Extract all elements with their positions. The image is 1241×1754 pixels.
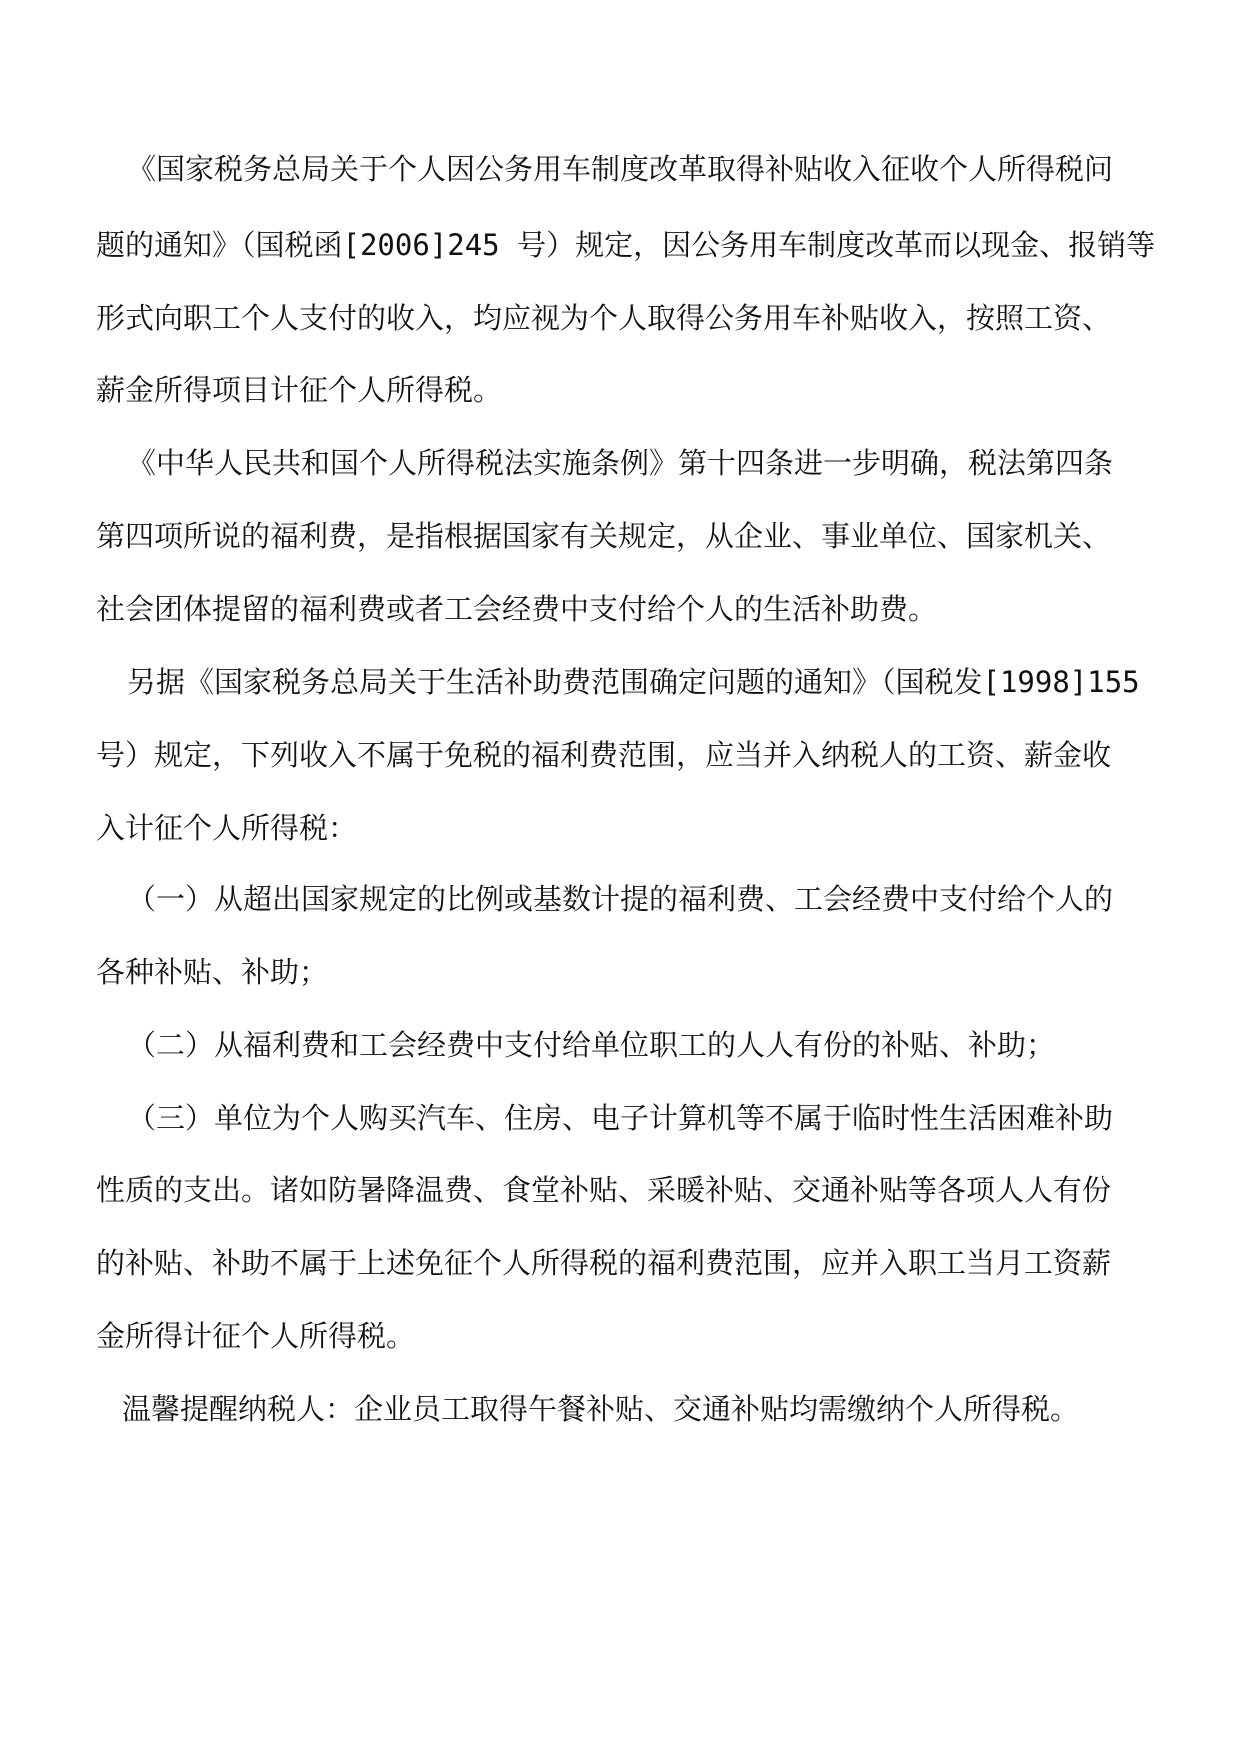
text-line: 金所得计征个人所得税。	[96, 1319, 416, 1353]
text-line: （二）从福利费和工会经费中支付给单位职工的人人有份的补贴、补助；	[127, 1028, 1056, 1062]
text-line: 入计征个人所得税：	[96, 811, 358, 845]
text-line: 薪金所得项目计征个人所得税。	[96, 373, 503, 407]
text-line: 的补贴、补助不属于上述免征个人所得税的福利费范围，应并入职工当月工资薪	[96, 1246, 1112, 1280]
text-line: 性质的支出。诸如防暑降温费、食堂补贴、采暖补贴、交通补贴等各项人人有份	[96, 1173, 1112, 1207]
text-line: 《国家税务总局关于个人因公务用车制度改革取得补贴收入征收个人所得税问	[127, 152, 1114, 186]
text-line: 社会团体提留的福利费或者工会经费中支付给个人的生活补助费。	[96, 592, 938, 626]
text-line: 另据《国家税务总局关于生活补助费范围确定问题的通知》（国税发[1998]155	[127, 665, 1140, 699]
text-line: 题的通知》（国税函[2006]245 号）规定，因公务用车制度改革而以现金、报销等	[96, 228, 1156, 262]
text-line: 第四项所说的福利费，是指根据国家有关规定，从企业、事业单位、国家机关、	[96, 519, 1112, 553]
text-line: 号）规定，下列收入不属于免税的福利费范围，应当并入纳税人的工资、薪金收	[96, 738, 1112, 772]
text-line: 《中华人民共和国个人所得税法实施条例》第十四条进一步明确，税法第四条	[127, 446, 1114, 480]
text-line: （三）单位为个人购买汽车、住房、电子计算机等不属于临时性生活困难补助	[127, 1101, 1114, 1135]
text-line: 各种补贴、补助；	[96, 955, 329, 989]
text-line: （一）从超出国家规定的比例或基数计提的福利费、工会经费中支付给个人的	[127, 882, 1114, 916]
text-line: 温馨提醒纳税人：企业员工取得午餐补贴、交通补贴均需缴纳个人所得税。	[122, 1392, 1080, 1426]
text-line: 形式向职工个人支付的收入，均应视为个人取得公务用车补贴收入，按照工资、	[96, 301, 1112, 335]
